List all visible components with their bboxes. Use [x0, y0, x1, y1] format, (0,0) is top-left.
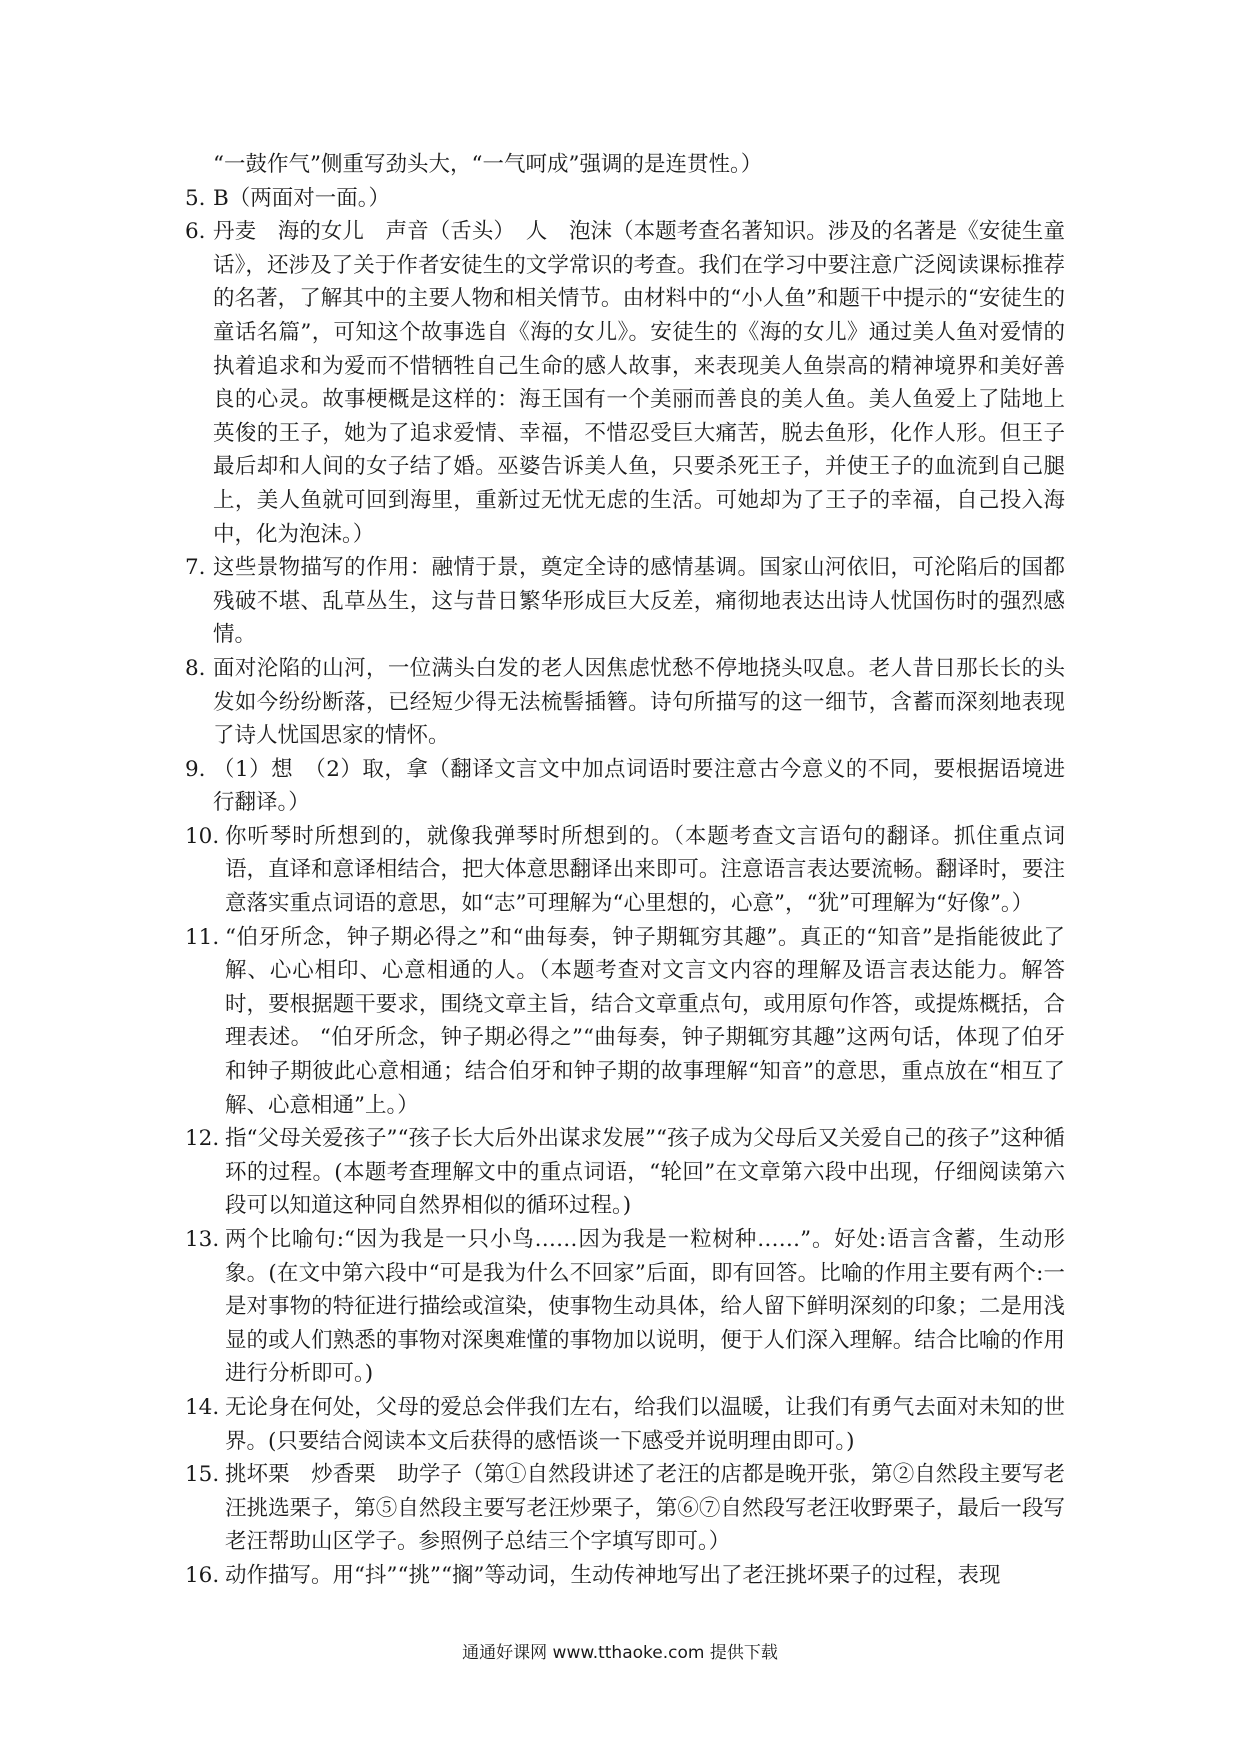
answer-text: 无论身在何处，父母的爱总会伴我们左右，给我们以温暖，让我们有勇气去面对未知的世界。(只要结合阅读本文后获得的感悟谈一下感受并说明理由即可。) [225, 1394, 1065, 1454]
answer-number: 12. [185, 1126, 220, 1152]
answer-item-12 [185, 1122, 1065, 1223]
answer-number: 9. [185, 756, 206, 782]
answer-item-4-continued [185, 148, 1065, 182]
answer-number: 13. [185, 1227, 220, 1252]
answer-item-5 [185, 182, 1065, 216]
answer-item-15 [185, 1458, 1065, 1559]
answer-number: 15. [185, 1462, 220, 1488]
answer-item-9 [185, 753, 1065, 820]
answer-text: 你听琴时所想到的，就像我弹琴时所想到的。（本题考查文言语句的翻译。抓住重点词语，直译和意译相结合，把大体意思翻译出来即可。注意语言表达要流畅。翻译时，要注意落实重点词语的意思，如“志”可理解为“心里想的，心意”，“犹”可理解为“好像”。） [225, 823, 1065, 917]
page-footer: 通通好课网 www.tthaoke.com 提供下载 [462, 1643, 778, 1663]
answer-text: 这些景物描写的作用：融情于景，奠定全诗的感情基调。国家山河依旧，可沦陷后的国都残破不堪、乱草丛生，这与昔日繁华形成巨大反差，痛彻地表达出诗人忧国伤时的强烈感情。 [213, 555, 1065, 648]
answer-item-10 [185, 820, 1065, 921]
answer-text: 挑坏栗 炒香栗 助学子（第①自然段讲述了老汪的店都是晚开张，第②自然段主要写老汪挑选栗子，第⑤自然段主要写老汪炒栗子，第⑥⑦自然段写老汪收野栗子，最后一段写老汪帮助山区学子。参照例子总结三个字填写即可。） [225, 1462, 1065, 1555]
answer-item-7 [185, 551, 1065, 652]
answer-number: 10. [185, 823, 220, 849]
answer-list [185, 148, 1065, 1593]
answer-text: “伯牙所念，钟子期必得之”和“曲每奏，钟子期辄穷其趣”。真正的“知音”是指能彼此了解、心心相印、心意相通的人。（本题考查对文言文内容的理解及语言表达能力。解答时，要根据题干要求，围绕文章主旨，结合文章重点句，或用原句作答，或提炼概括，合理表述。 “伯牙所念，钟子期必得之”“曲每奏，钟子期辄穷其趣”这两句话，体现了伯牙和钟子期彼此心意相通；结合伯牙和钟子期的故事理解“知音”的意思，重点放在“相互了解、心意相通”上。） [225, 924, 1065, 1118]
answer-item-8 [185, 652, 1065, 753]
answer-number: 6. [185, 219, 206, 245]
answer-item-14 [185, 1391, 1065, 1458]
answer-number: 16. [185, 1562, 220, 1588]
answer-item-16 [185, 1559, 1065, 1593]
answer-number: 8. [185, 655, 206, 681]
answer-text: 动作描写。用“抖”“挑”“搁”等动词，生动传神地写出了老汪挑坏栗子的过程，表现 [225, 1562, 1001, 1588]
answer-text: （1）想 （2）取，拿（翻译文言文中加点词语时要注意古今意义的不同，要根据语境进行翻译。） [213, 756, 1065, 816]
answer-number: 5. [185, 185, 206, 211]
answer-item-11 [185, 921, 1065, 1123]
answer-number: 7. [185, 555, 206, 581]
answer-number: 14. [185, 1394, 220, 1420]
answer-text: 丹麦 海的女儿 声音（舌头） 人 泡沫（本题考查名著知识。涉及的名著是《安徒生童话》，还涉及了关于作者安徒生的文学常识的考查。我们在学习中要注意广泛阅读课标推荐的名著，了解其中的主要人物和相关情节。由材料中的“小人鱼”和题干中提示的“安徒生的童话名篇”，可知这个故事选自《海的女儿》。安徒生的《海的女儿》通过美人鱼对爱情的执着追求和为爱而不惜牺牲自己生命的感人故事，来表现美人鱼崇高的精神境界和美好善良的心灵。故事梗概是这样的：海王国有一个美丽而善良的美人鱼。美人鱼爱上了陆地上英俊的王子，她为了追求爱情、幸福，不惜忍受巨大痛苦，脱去鱼形，化作人形。但王子最后却和人间的女子结了婚。巫婆告诉美人鱼，只要杀死王子，并使王子的血流到自己腿上，美人鱼就可回到海里，重新过无忧无虑的生活。可她却为了王子的幸福，自己投入海中，化为泡沫。） [213, 219, 1065, 547]
answer-text: B（两面对一面。） [213, 185, 391, 211]
answer-text: “一鼓作气”侧重写劲头大，“一气呵成”强调的是连贯性。） [213, 152, 763, 177]
answer-item-6 [185, 215, 1065, 551]
answer-text: 面对沦陷的山河，一位满头白发的老人因焦虑忧愁不停地挠头叹息。老人昔日那长长的头发如今纷纷断落，已经短少得无法梳髻插簪。诗句所描写的这一细节，含蓄而深刻地表现了诗人忧国思家的情怀。 [213, 655, 1065, 749]
answer-text: 两个比喻句:“因为我是一只小鸟……因为我是一粒树种……”。好处:语言含蓄，生动形象。(在文中第六段中“可是我为什么不回家”后面，即有回答。比喻的作用主要有两个:一是对事物的特征进行描绘或渲染，使事物生动具体，给人留下鲜明深刻的印象；二是用浅显的或人们熟悉的事物对深奥难懂的事物加以说明，便于人们深入理解。结合比喻的作用进行分析即可。) [225, 1227, 1065, 1387]
answer-item-13 [185, 1223, 1065, 1391]
answer-text: 指“父母关爱孩子”“孩子长大后外出谋求发展”“孩子成为父母后又关爱自己的孩子”这种循环的过程。(本题考查理解文中的重点词语，“轮回”在文章第六段中出现，仔细阅读第六段可以知道这种同自然界相似的循环过程。) [225, 1126, 1065, 1219]
answer-number: 11. [185, 924, 220, 950]
